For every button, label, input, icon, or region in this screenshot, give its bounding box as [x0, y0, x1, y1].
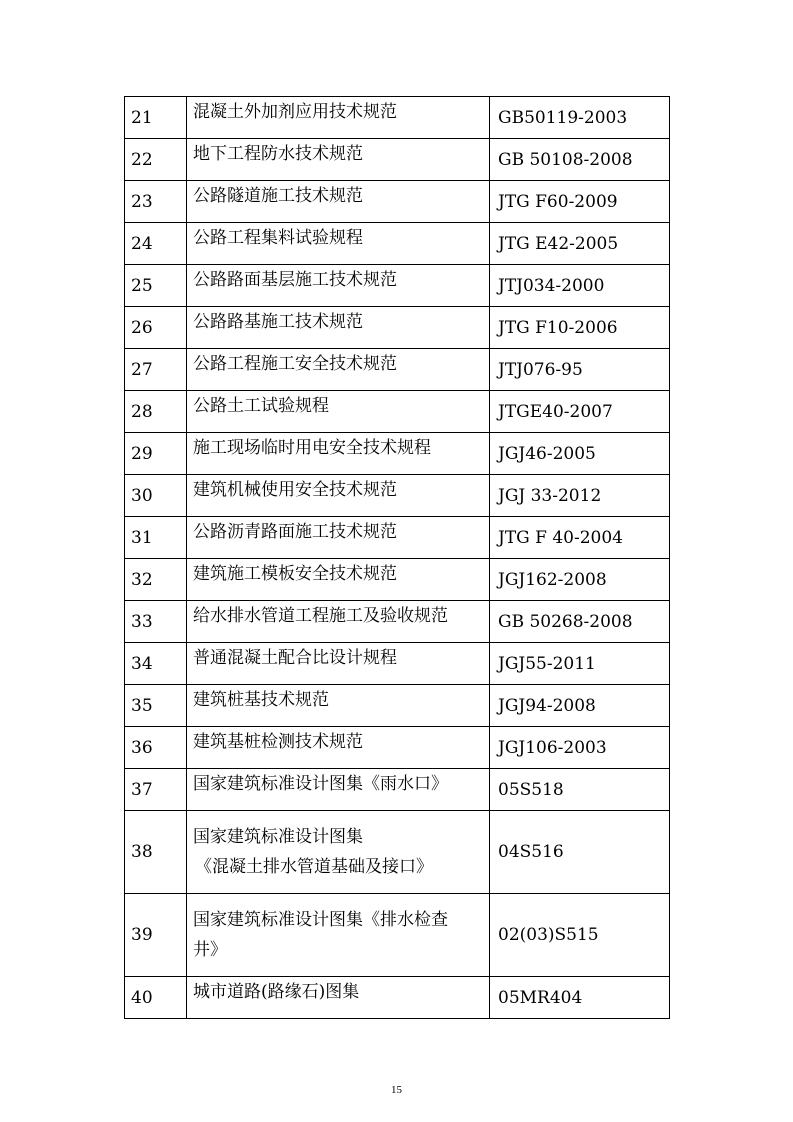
standard-code: JTG F10-2006	[490, 307, 670, 349]
table-row	[125, 643, 670, 685]
table-row	[125, 391, 670, 433]
table-row	[125, 181, 670, 223]
standard-name: 公路土工试验规程	[187, 391, 490, 433]
standard-code: JGJ 33-2012	[490, 475, 670, 517]
standard-name: 建筑施工模板安全技术规范	[187, 559, 490, 601]
row-number: 33	[125, 601, 187, 643]
standard-name: 施工现场临时用电安全技术规程	[187, 433, 490, 475]
table-row	[125, 601, 670, 643]
table-row	[125, 349, 670, 391]
table-row	[125, 265, 670, 307]
row-number: 40	[125, 977, 187, 1019]
standard-name: 公路沥青路面施工技术规范	[187, 517, 490, 559]
standard-name: 国家建筑标准设计图集《雨水口》	[187, 769, 490, 811]
standard-code: GB 50108-2008	[490, 139, 670, 181]
row-number: 27	[125, 349, 187, 391]
row-number: 26	[125, 307, 187, 349]
standard-name	[187, 811, 490, 894]
table-row	[125, 139, 670, 181]
table-row	[125, 97, 670, 139]
page-number: 15	[391, 1084, 402, 1096]
standard-code: JTG F60-2009	[490, 181, 670, 223]
standard-code: 04S516	[490, 811, 670, 894]
standard-code: JGJ106-2003	[490, 727, 670, 769]
row-number: 32	[125, 559, 187, 601]
row-number: 38	[125, 811, 187, 894]
standard-code: 05S518	[490, 769, 670, 811]
standard-code: JGJ162-2008	[490, 559, 670, 601]
row-number: 28	[125, 391, 187, 433]
table-row	[125, 769, 670, 811]
table-row	[125, 685, 670, 727]
standard-code: GB 50268-2008	[490, 601, 670, 643]
row-number: 25	[125, 265, 187, 307]
standard-name-line-2: 井》	[193, 940, 227, 960]
standard-code: JTJ076-95	[490, 349, 670, 391]
standard-code: JTJ034-2000	[490, 265, 670, 307]
standard-name-line-1: 国家建筑标准设计图集	[193, 827, 363, 847]
row-number: 37	[125, 769, 187, 811]
standard-name-line-2: 《混凝土排水管道基础及接口》	[195, 857, 433, 877]
standard-name: 建筑机械使用安全技术规范	[187, 475, 490, 517]
standard-name: 建筑桩基技术规范	[187, 685, 490, 727]
row-number: 24	[125, 223, 187, 265]
row-number: 23	[125, 181, 187, 223]
row-number: 21	[125, 97, 187, 139]
standard-name: 给水排水管道工程施工及验收规范	[187, 601, 490, 643]
table-row	[125, 559, 670, 601]
standard-code: JTG F 40-2004	[490, 517, 670, 559]
standard-name-line-1: 国家建筑标准设计图集《排水检查	[193, 910, 448, 930]
table-row	[125, 223, 670, 265]
row-number: 29	[125, 433, 187, 475]
standard-name: 普通混凝土配合比设计规程	[187, 643, 490, 685]
standard-code: 02(03)S515	[490, 894, 670, 977]
table-row	[125, 894, 670, 977]
standard-code: JGJ94-2008	[490, 685, 670, 727]
row-number: 36	[125, 727, 187, 769]
standard-name: 公路路基施工技术规范	[187, 307, 490, 349]
row-number: 34	[125, 643, 187, 685]
row-number: 30	[125, 475, 187, 517]
standard-name: 公路工程施工安全技术规范	[187, 349, 490, 391]
standard-code: JTG E42-2005	[490, 223, 670, 265]
standard-code: 05MR404	[490, 977, 670, 1019]
standard-code: JGJ46-2005	[490, 433, 670, 475]
table-row	[125, 977, 670, 1019]
standard-name: 建筑基桩检测技术规范	[187, 727, 490, 769]
standard-code: GB50119-2003	[490, 97, 670, 139]
standard-name	[187, 894, 490, 977]
row-number: 39	[125, 894, 187, 977]
table-row	[125, 517, 670, 559]
table-row	[125, 727, 670, 769]
table-row	[125, 475, 670, 517]
standard-name: 城市道路(路缘石)图集	[187, 977, 490, 1019]
standard-name: 混凝土外加剂应用技术规范	[187, 97, 490, 139]
row-number: 31	[125, 517, 187, 559]
standard-name: 公路隧道施工技术规范	[187, 181, 490, 223]
table-row	[125, 433, 670, 475]
row-number: 22	[125, 139, 187, 181]
standard-name: 地下工程防水技术规范	[187, 139, 490, 181]
standard-name: 公路路面基层施工技术规范	[187, 265, 490, 307]
standards-table	[124, 96, 670, 1019]
standard-code: JGJ55-2011	[490, 643, 670, 685]
standard-name: 公路工程集料试验规程	[187, 223, 490, 265]
table-row	[125, 811, 670, 894]
standard-code: JTGE40-2007	[490, 391, 670, 433]
table-row	[125, 307, 670, 349]
row-number: 35	[125, 685, 187, 727]
